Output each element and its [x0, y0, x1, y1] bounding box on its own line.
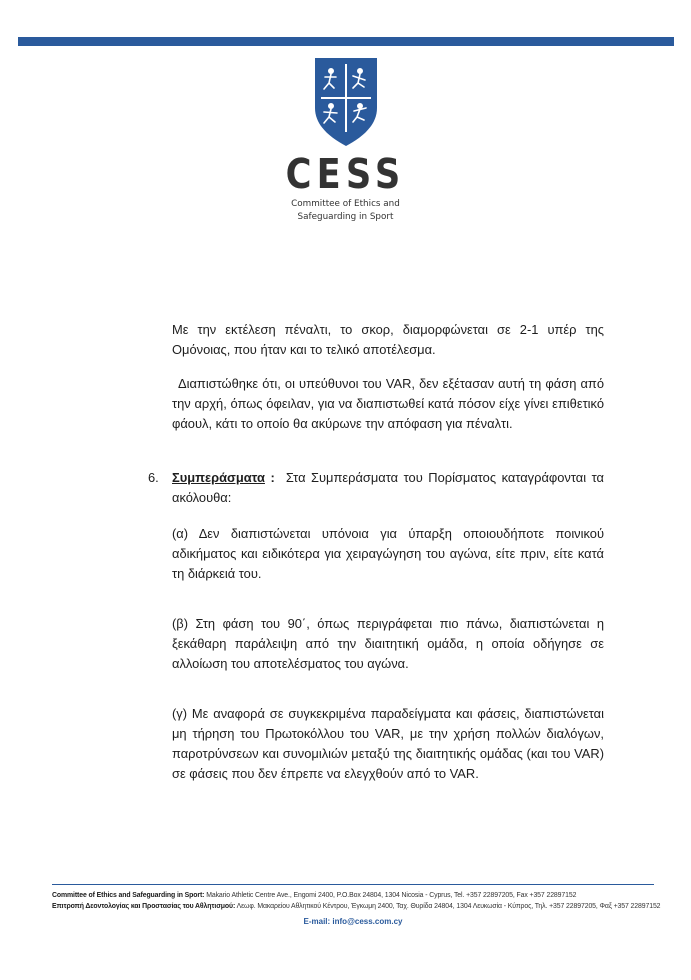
- logo-wordmark: CESS: [285, 150, 406, 198]
- footer-email-link[interactable]: E-mail: info@cess.com.cy: [303, 917, 403, 926]
- footer-address-en-text: Makario Athletic Centre Ave., Engomi 2400, P.O.Box 24804, 1304 Nicosia - Cyprus, Tel. +357 22897205, Fax +357 22897152: [206, 892, 577, 899]
- footer-divider: [52, 884, 654, 885]
- shield-emblem-icon: [313, 56, 379, 148]
- footer: [52, 884, 661, 926]
- conclusion-c: (γ) Με αναφορά σε συγκεκριμένα παραδείγματα και φάσεις, διαπιστώνεται μη τήρηση του Πρωτοκόλλου του VAR, με την χρήση πολλών διαλόγων, παροτρύνσεων και συνομιλιών μεταξύ της διαιτητικής ομάδας (και του VAR) σε φάσεις που δεν έπρεπε να ελεγχθούν από το VAR.: [172, 706, 604, 781]
- cess-logo: [0, 56, 691, 224]
- logo-subtitle-line-1: Committee of Ethics and: [291, 199, 400, 209]
- conclusion-a: (α) Δεν διαπιστώνεται υπόνοια για ύπαρξη οποιουδήποτε ποινικού αδικήματος και ειδικότερα για χειραγώγηση του αγώνα, είτε πριν, είτε κατά τη διάρκειά του.: [172, 526, 604, 581]
- section-6-conclusions: [148, 468, 604, 508]
- paragraph-score: Με την εκτέλεση πέναλτι, το σκορ, διαμορφώνεται σε 2-1 υπέρ της Ομόνοιας, που ήταν και το τελικό αποτέλεσμα.: [172, 322, 604, 357]
- footer-org-gr: Επιτροπή Δεοντολογίας και Προστασίας του Αθλητισμού:: [52, 903, 236, 910]
- footer-address-gr: [52, 901, 661, 912]
- conclusion-b: (β) Στη φάση του 90΄, όπως περιγράφεται πιο πάνω, διαπιστώνεται η ξεκάθαρη παράλειψη από την διαιτητική ομάδα, η οποία οδήγησε σε αλλοίωση του αποτελέσματος του αγώνα.: [172, 616, 604, 671]
- logo-subtitle-line-2: Safeguarding in Sport: [297, 212, 394, 222]
- footer-address-en: [52, 890, 654, 901]
- footer-address-gr-text: Λεωφ. Μακαρείου Αθλητικού Κέντρου, Έγκωμη 2400, Ταχ. Θυρίδα 24804, 1304 Λευκωσία - Κύπρος, Τηλ. +357 22897205, Φαξ +357 22897152: [236, 903, 661, 910]
- document-body: [148, 320, 604, 784]
- section-heading: Συμπεράσματα: [172, 470, 265, 485]
- paragraph-var-findings: Διαπιστώθηκε ότι, οι υπεύθυνοι του VAR, δεν εξέτασαν αυτή τη φάση από την αρχή, όπως όφειλαν, για να διαπιστωθεί κατά πόσον είχε γίνει επιθετικό φάουλ, κάτι το οποίο θα ακύρωνε την απόφαση για πέναλτι.: [172, 376, 604, 431]
- section-intro-text: Στα Συμπεράσματα του Πορίσματος καταγράφονται τα ακόλουθα:: [172, 470, 604, 505]
- header-bar: [18, 37, 674, 46]
- section-number: 6.: [148, 470, 159, 485]
- footer-org-en: Committee of Ethics and Safeguarding in Sport:: [52, 892, 205, 899]
- section-heading-colon: :: [270, 470, 275, 485]
